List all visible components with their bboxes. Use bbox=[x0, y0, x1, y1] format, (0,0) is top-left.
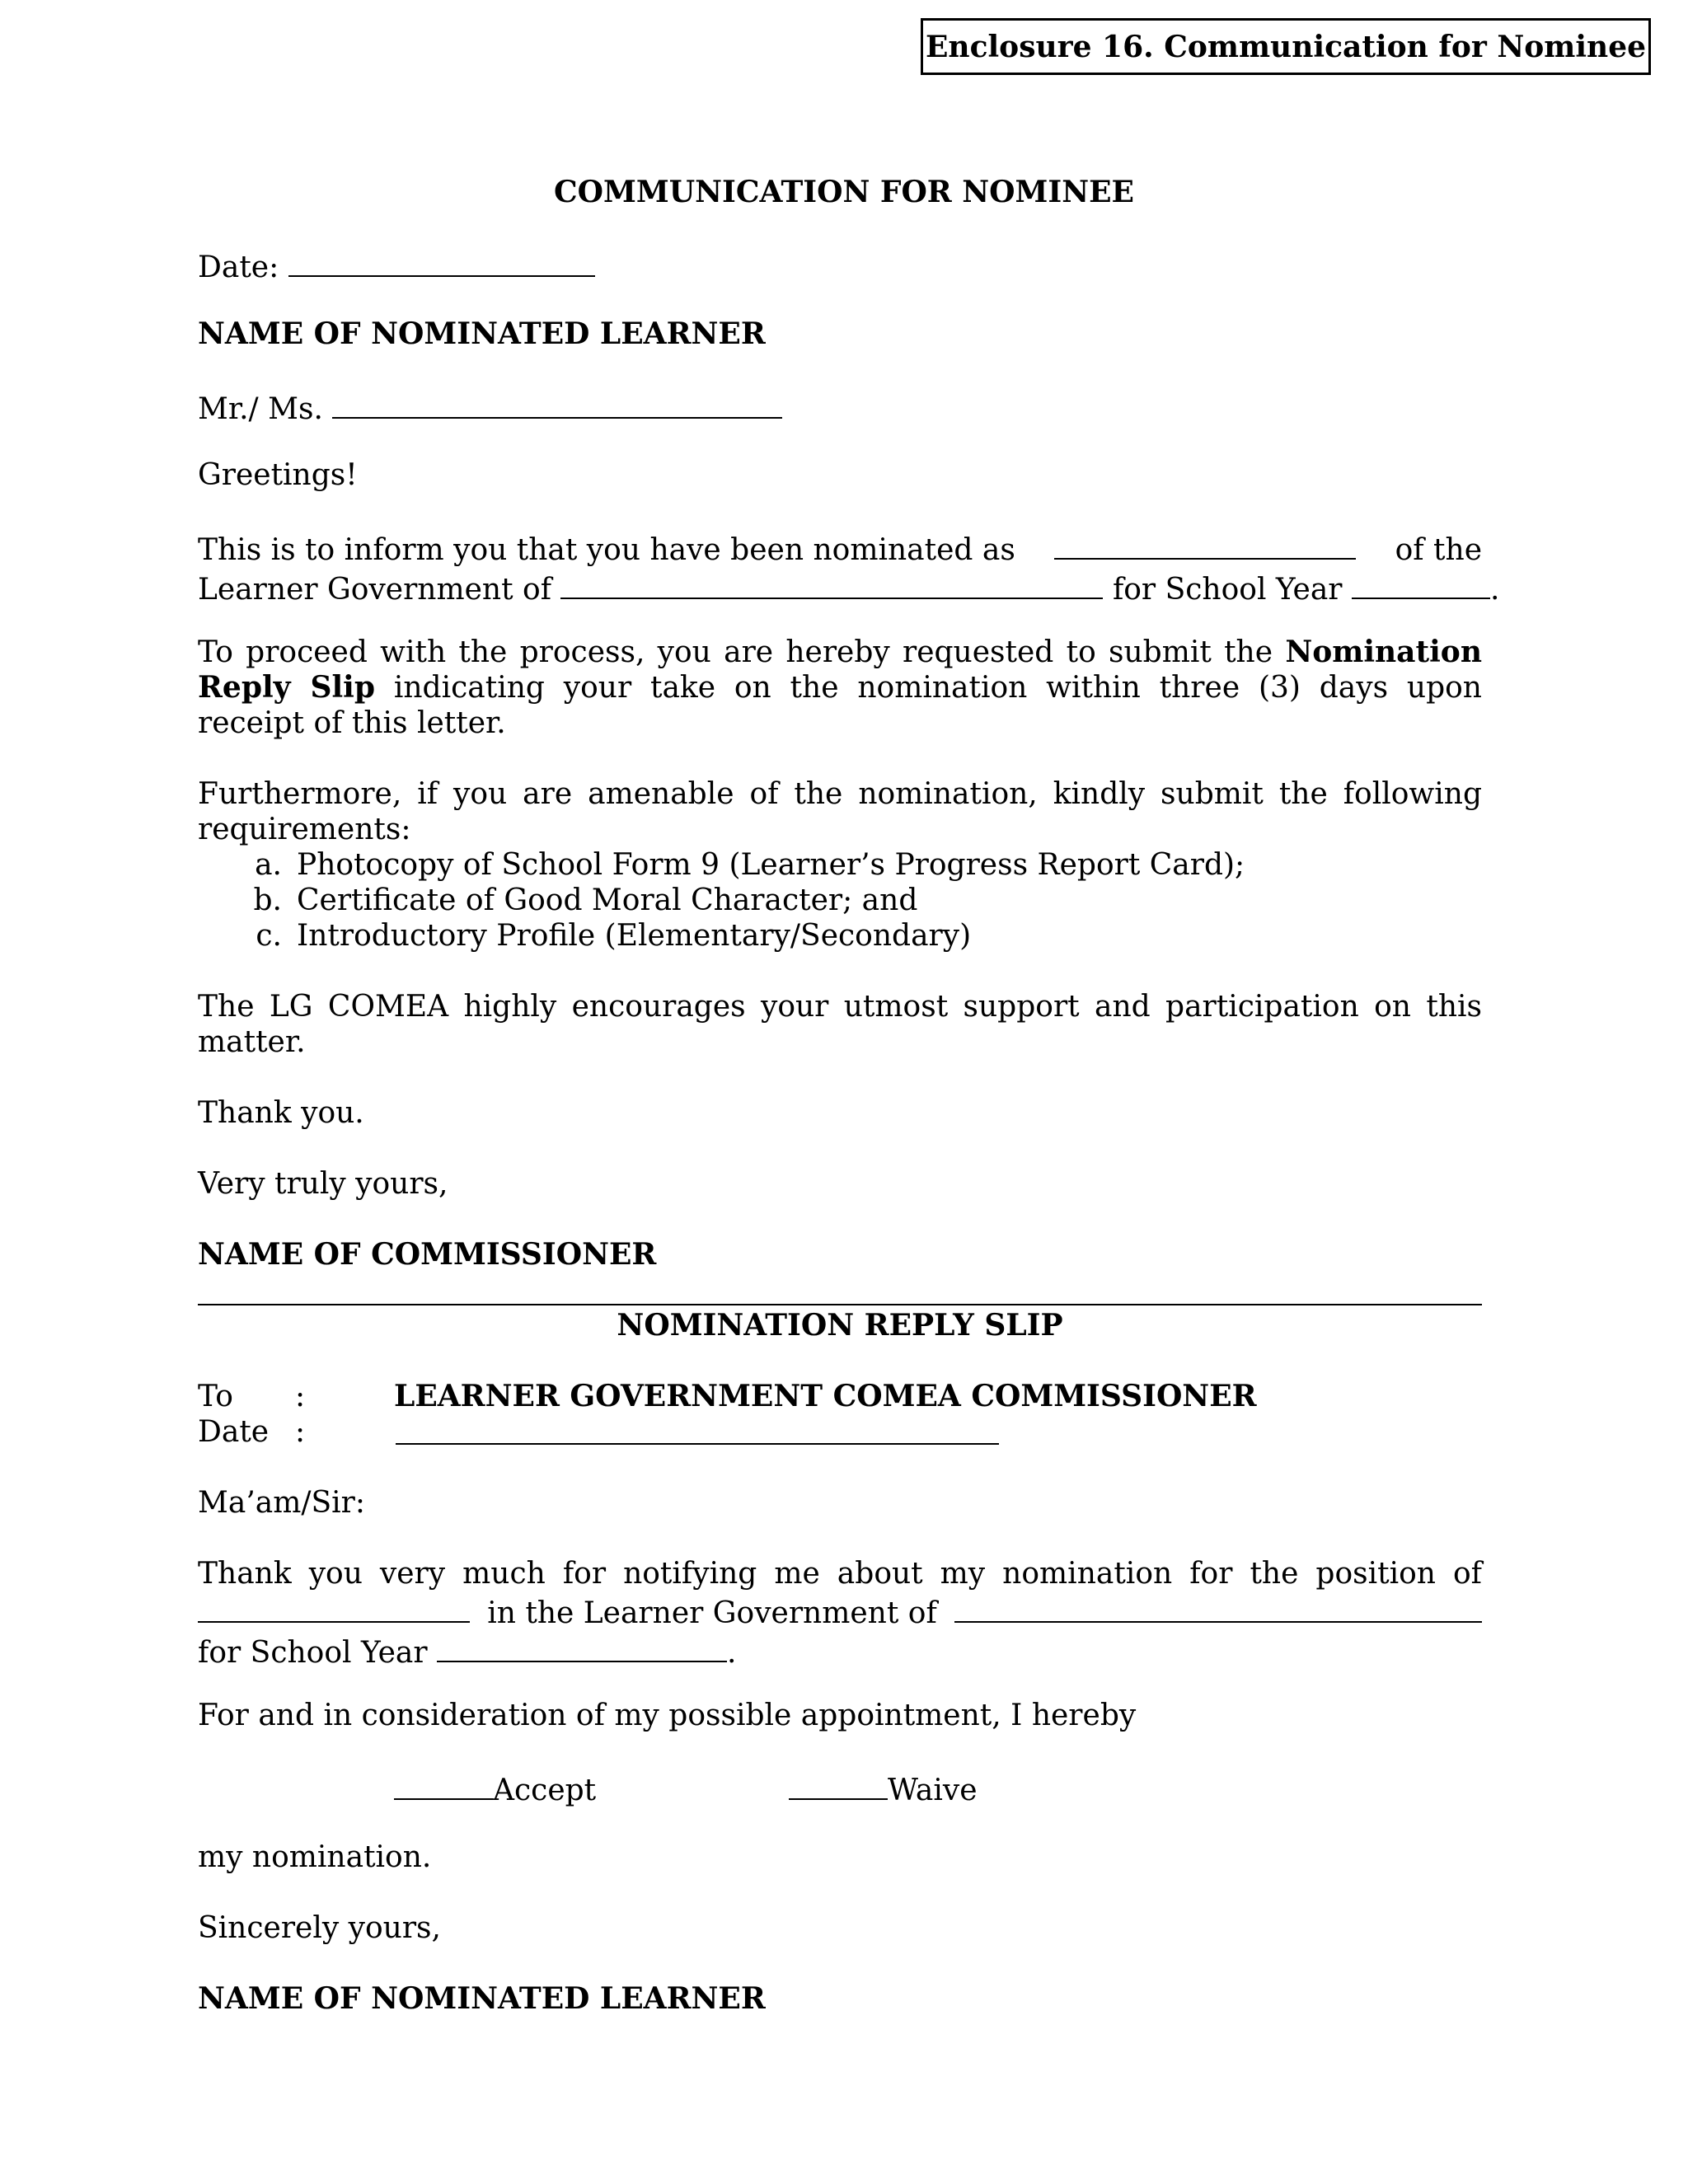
requirements-list bbox=[198, 847, 1482, 954]
letter-title: COMMUNICATION FOR NOMINEE bbox=[553, 175, 1134, 209]
greeting: Greetings! bbox=[198, 458, 358, 492]
divider bbox=[198, 1304, 1482, 1305]
list-text: Certificate of Good Moral Character; and bbox=[297, 883, 918, 917]
nomination-text-2: of the bbox=[1395, 533, 1482, 567]
to-colon: : bbox=[295, 1380, 306, 1413]
date-label: Date: bbox=[198, 251, 279, 284]
reply-paragraph bbox=[198, 1556, 1482, 1671]
reply-date-blank[interactable] bbox=[396, 1443, 999, 1445]
reply-closing: Sincerely yours, bbox=[198, 1911, 441, 1945]
reply-line-2 bbox=[198, 1591, 1482, 1631]
reply-line-1 bbox=[198, 1556, 1482, 1591]
accept-option[interactable] bbox=[394, 1769, 596, 1808]
reply-text-3: for School Year bbox=[198, 1636, 428, 1670]
reply-slip-title: NOMINATION REPLY SLIP bbox=[617, 1308, 1063, 1343]
reply-school-year-blank[interactable] bbox=[437, 1631, 727, 1662]
list-item bbox=[198, 883, 1482, 918]
process-text-1: To proceed with the process, you are hereby requested to submit the bbox=[198, 635, 1273, 669]
nomination-text-1: This is to inform you that you have been nominated as bbox=[198, 533, 1015, 567]
accept-blank[interactable] bbox=[394, 1769, 493, 1800]
requirements-intro: Furthermore, if you are amenable of the nomination, kindly submit the following requirements: bbox=[198, 777, 1482, 846]
school-year-blank[interactable] bbox=[1352, 568, 1490, 599]
waive-blank[interactable] bbox=[789, 1769, 888, 1800]
position-blank[interactable] bbox=[1054, 528, 1356, 560]
to-label: To bbox=[198, 1380, 233, 1413]
accept-label: Accept bbox=[493, 1774, 597, 1807]
reply-date-colon: : bbox=[295, 1415, 306, 1449]
process-paragraph bbox=[198, 635, 1482, 741]
nomination-line-1 bbox=[198, 528, 1482, 568]
list-text: Photocopy of School Form 9 (Learner’s Progress Report Card); bbox=[297, 848, 1245, 882]
nomination-text-4: for School Year bbox=[1112, 573, 1343, 607]
salutation-prefix: Mr./ Ms. bbox=[198, 392, 323, 426]
addressee-heading: NAME OF NOMINATED LEARNER bbox=[198, 316, 766, 351]
reply-school-blank[interactable] bbox=[954, 1591, 1482, 1623]
name-blank[interactable] bbox=[332, 387, 782, 419]
nomination-text-5: . bbox=[1489, 573, 1500, 607]
salutation-line bbox=[198, 387, 782, 427]
consideration-text: For and in consideration of my possible appointment, I hereby bbox=[198, 1699, 1137, 1732]
support-paragraph: The LG COMEA highly encourages your utmost support and participation on this matter. bbox=[198, 990, 1482, 1059]
reply-date-label: Date bbox=[198, 1415, 270, 1449]
commissioner-signatory: NAME OF COMMISSIONER bbox=[198, 1237, 657, 1272]
list-item bbox=[198, 918, 1482, 954]
reply-position-blank[interactable] bbox=[198, 1591, 470, 1623]
thanks: Thank you. bbox=[198, 1096, 364, 1130]
date-line bbox=[198, 246, 595, 285]
enclosure-label: Enclosure 16. Communication for Nominee bbox=[921, 18, 1651, 75]
reply-line-3 bbox=[198, 1631, 1482, 1671]
waive-label: Waive bbox=[888, 1774, 978, 1807]
nomination-line-2 bbox=[198, 568, 1500, 607]
list-text: Introductory Profile (Elementary/Secondary) bbox=[297, 919, 972, 953]
reply-text-4: . bbox=[727, 1636, 737, 1670]
to-value: LEARNER GOVERNMENT COMEA COMMISSIONER bbox=[394, 1379, 1257, 1413]
reply-salutation: Ma’am/Sir: bbox=[198, 1486, 366, 1520]
reply-text-1: Thank you very much for notifying me about my nomination for the position of bbox=[198, 1557, 1482, 1591]
process-text-bold: Nomination Reply Slip bbox=[198, 635, 1482, 705]
school-blank[interactable] bbox=[560, 568, 1103, 599]
nomination-text-3: Learner Government of bbox=[198, 573, 552, 607]
after-choice-text: my nomination. bbox=[198, 1840, 432, 1874]
reply-text-2: in the Learner Government of bbox=[487, 1596, 937, 1630]
list-marker: c. bbox=[256, 919, 282, 953]
letter-closing: Very truly yours, bbox=[198, 1167, 448, 1201]
process-text-2: indicating your take on the nomination within three (3) days upon receipt of this letter. bbox=[198, 671, 1482, 740]
list-item bbox=[198, 847, 1482, 883]
date-blank[interactable] bbox=[288, 246, 595, 277]
learner-signatory: NAME OF NOMINATED LEARNER bbox=[198, 1981, 766, 2016]
list-marker: b. bbox=[253, 883, 282, 917]
waive-option[interactable] bbox=[789, 1769, 978, 1808]
nomination-paragraph bbox=[198, 528, 1500, 607]
list-marker: a. bbox=[255, 848, 282, 882]
